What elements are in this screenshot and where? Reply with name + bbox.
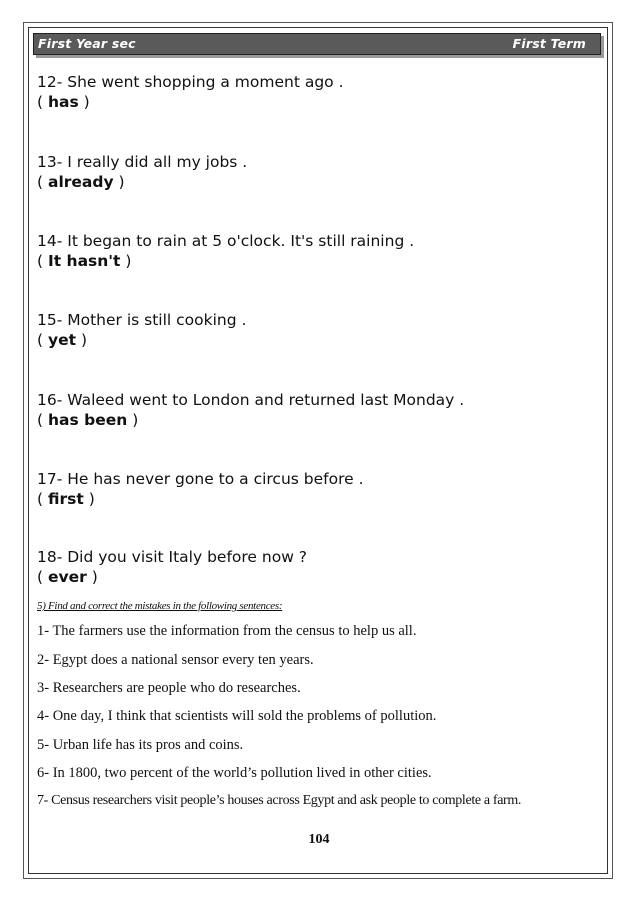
question-word: ( yet ) — [37, 331, 87, 349]
question-word: ( ever ) — [37, 568, 98, 586]
question-sentence: 16- Waleed went to London and returned last Monday . — [37, 391, 465, 409]
question-17 — [37, 469, 364, 509]
question-word: ( It hasn't ) — [37, 252, 132, 270]
question-sentence: 15- Mother is still cooking . — [37, 311, 247, 329]
question-sentence: 18- Did you visit Italy before now ? — [37, 548, 308, 566]
question-14 — [37, 231, 414, 271]
mistake-item-4: 4- One day, I think that scientists will sold the problems of pollution. — [37, 708, 437, 724]
mistake-item-6: 6- In 1800, two percent of the world’s pollution lived in other cities. — [37, 765, 432, 781]
question-13 — [37, 152, 247, 192]
answer-word: yet — [47, 331, 77, 349]
section-title: 5) Find and correct the mistakes in the following sentences: — [37, 600, 283, 612]
mistake-item-1: 1- The farmers use the information from the census to help us all. — [37, 623, 417, 639]
answer-word: already — [47, 173, 114, 191]
mistake-item-3: 3- Researchers are people who do researches. — [37, 680, 301, 696]
question-sentence: 17- He has never gone to a circus before . — [37, 470, 364, 488]
answer-word: first — [47, 490, 84, 508]
question-15 — [37, 310, 246, 350]
page-number: 104 — [308, 832, 330, 847]
mistake-item-5: 5- Urban life has its pros and coins. — [37, 737, 244, 753]
question-word: ( first ) — [37, 490, 95, 508]
header-year: First Year sec — [38, 36, 136, 51]
question-sentence: 12- She went shopping a moment ago . — [37, 73, 344, 91]
question-12 — [37, 72, 344, 112]
mistake-item-7: 7- Census researchers visit people’s houses across Egypt and ask people to complete a farm. — [37, 793, 522, 808]
header-term: First Term — [512, 36, 586, 51]
header-bar — [33, 33, 601, 55]
answer-word: ever — [47, 568, 87, 586]
question-16 — [37, 390, 464, 430]
answer-word: It hasn't — [47, 252, 121, 270]
answer-word: has — [47, 93, 79, 111]
question-sentence: 13- I really did all my jobs . — [37, 153, 248, 171]
mistake-item-2: 2- Egypt does a national sensor every ten years. — [37, 652, 314, 668]
question-word: ( has ) — [37, 93, 90, 111]
answer-word: has been — [47, 411, 128, 429]
question-word: ( already ) — [37, 173, 125, 191]
question-word: ( has been ) — [37, 411, 139, 429]
question-18 — [37, 547, 307, 587]
question-sentence: 14- It began to rain at 5 o'clock. It's still raining . — [37, 232, 415, 250]
